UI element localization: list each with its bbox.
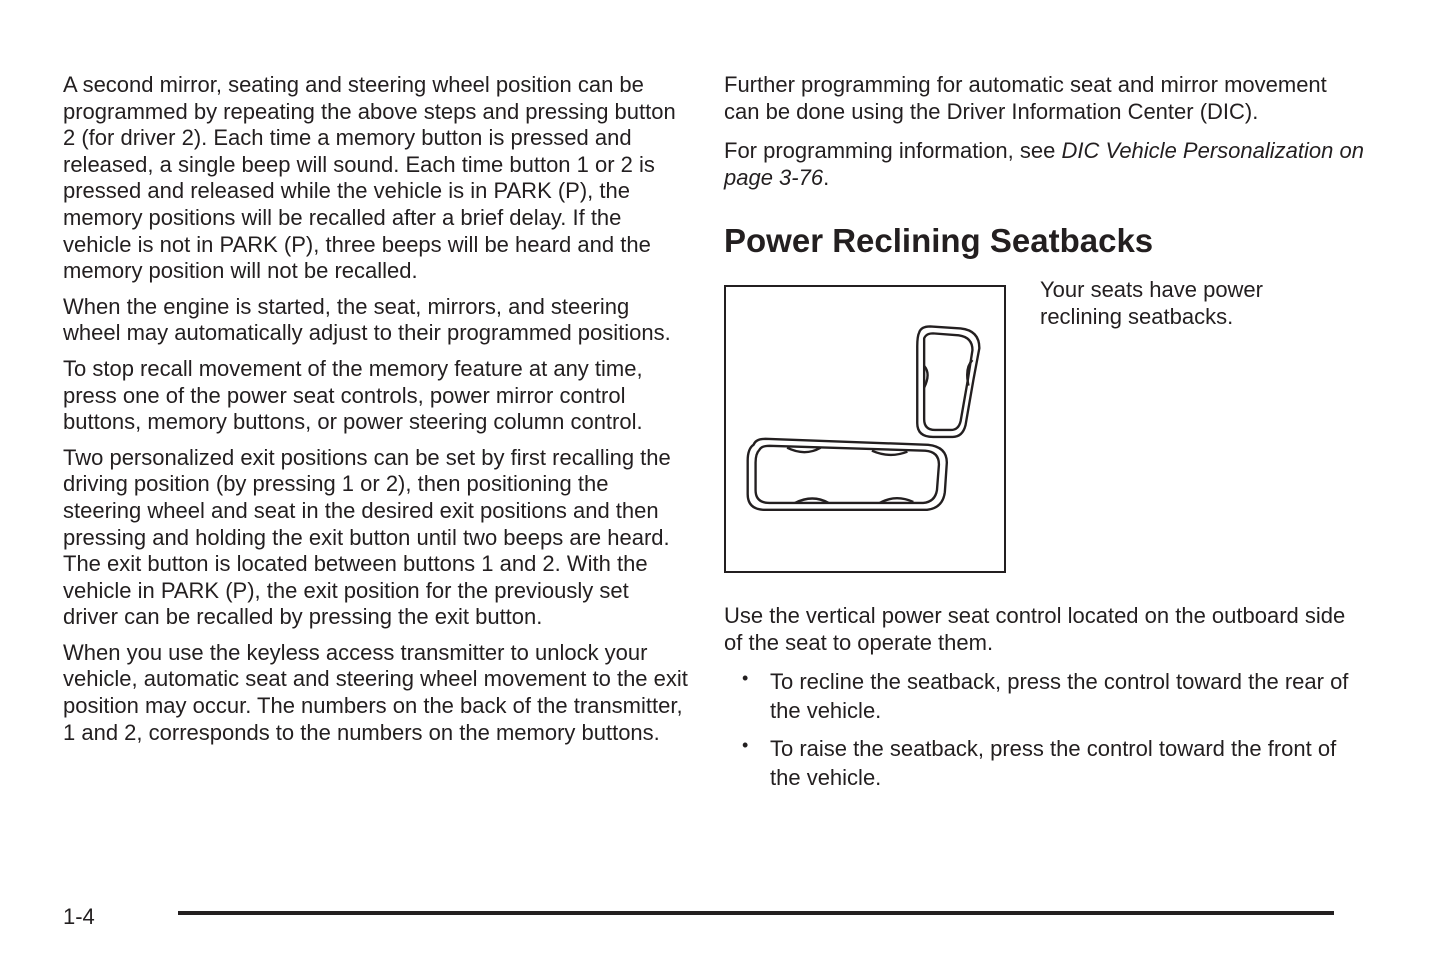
- page-footer: [63, 902, 1335, 932]
- cross-reference-link[interactable]: DIC Vehicle Personalization on page 3-76: [724, 138, 1364, 190]
- list-item: [724, 667, 1364, 725]
- bullet-text-recline: To recline the seatback, press the control toward the rear of the vehicle.: [770, 668, 1349, 723]
- paragraph-second-mirror: A second mirror, seating and steering wheel position can be programmed by repeating the above steps and pressing button 2 (for driver 2). Each time a memory button is pressed and released, a single beep will sound. Each time button 1 or 2 is pressed and released while the vehicle is in PARK (P), the memory positions will be recalled after a brief delay. If the vehicle is not in PARK (P), three beeps will be heard and the memory position will not be recalled.: [63, 72, 676, 284]
- paragraph-engine-started: When the engine is started, the seat, mirrors, and steering wheel may automatically adjust to their programmed positions.: [63, 293, 671, 346]
- figure-block: [724, 277, 1364, 589]
- reference-suffix: .: [823, 164, 830, 190]
- figure-caption: Your seats have power reclining seatbacks.: [1040, 277, 1263, 329]
- right-column: [724, 72, 1364, 801]
- seatback-control-shape: [917, 327, 979, 437]
- reference-prefix: For programming information, see: [724, 138, 1062, 164]
- seat-control-illustration: [726, 287, 1004, 571]
- section-heading: Power Reclining Seatbacks: [724, 222, 1154, 260]
- list-item: [724, 734, 1364, 792]
- paragraph-programming-reference: [724, 138, 1364, 191]
- bullet-icon: •: [742, 667, 749, 688]
- power-seat-control-icon: [724, 285, 1006, 573]
- bullet-list: [724, 667, 1364, 792]
- paragraph-instruction: Use the vertical power seat control located on the outboard side of the seat to operate them.: [724, 603, 1346, 655]
- paragraph-keyless-access: When you use the keyless access transmitter to unlock your vehicle, automatic seat and steering wheel movement to the exit position may occur. The numbers on the back of the transmitter, 1 and 2, corresponds to the numbers on the memory buttons.: [63, 639, 688, 745]
- paragraph-exit-positions: Two personalized exit positions can be set by first recalling the driving position (by pressing 1 or 2), then positioning the steering wheel and seat in the desired exit positions and then pressing and holding the exit button until two beeps are heard. The exit button is located between buttons 1 and 2. With the vehicle in PARK (P), the exit position for the previously set driver can be recalled by pressing the exit button.: [63, 444, 671, 630]
- bullet-text-raise: To raise the seatback, press the control toward the front of the vehicle.: [770, 735, 1337, 790]
- bullet-icon: •: [742, 734, 749, 755]
- seat-cushion-control-shape: [748, 439, 947, 510]
- paragraph-stop-recall: To stop recall movement of the memory feature at any time, press one of the power seat controls, power mirror control buttons, memory buttons, or power steering column control.: [63, 355, 643, 435]
- footer-divider: [178, 911, 1334, 915]
- paragraph-further-programming: Further programming for automatic seat and mirror movement can be done using the Driver Information Center (DIC).: [724, 72, 1327, 124]
- page-number: 1-4: [63, 904, 95, 929]
- left-column: [63, 72, 688, 755]
